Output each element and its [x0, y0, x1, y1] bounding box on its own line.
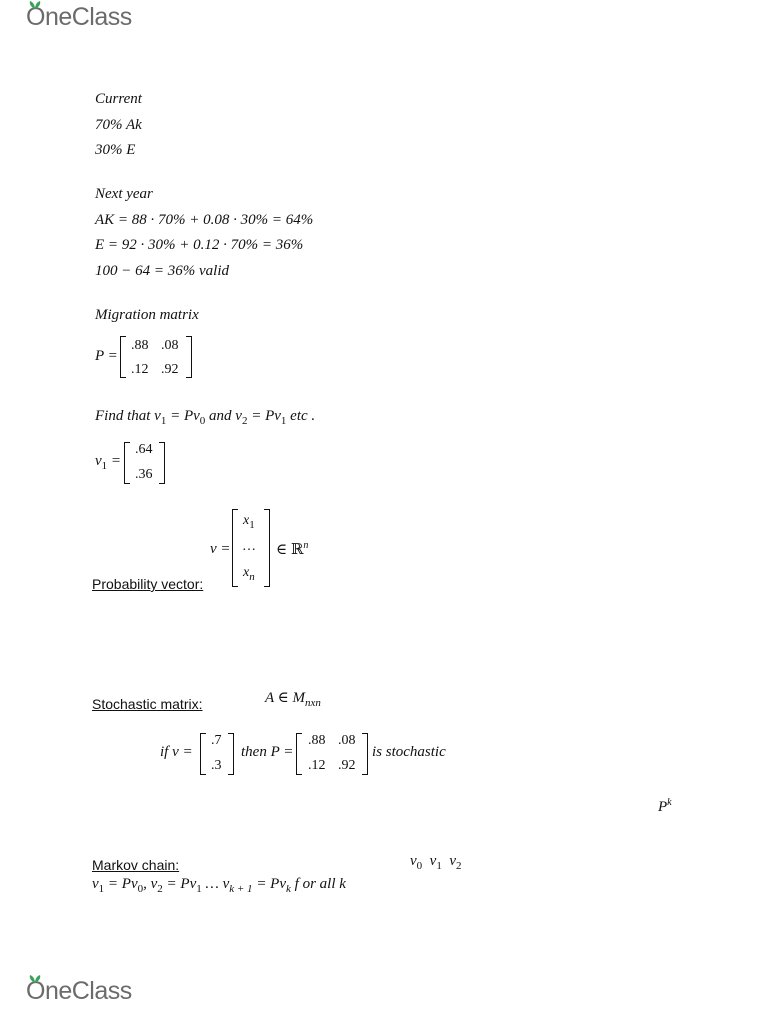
- v1-cell-2: .36: [135, 467, 153, 482]
- stochastic-v-left-bracket: [200, 733, 206, 775]
- migration-cell-21: .12: [131, 362, 149, 377]
- markov-equation: $v_1 = Pv_0$, $v_2 = Pv_1$ … $v_{k + 1} = Pv_k$ f or all k: [92, 876, 346, 895]
- prob-vector-left-bracket: [232, 509, 238, 587]
- logo-text: OneClass: [26, 3, 132, 31]
- prob-vector-right-bracket: [264, 509, 270, 587]
- markov-sequence: $v_0$ $v_1$ $v_2$: [410, 853, 462, 872]
- matrix-right-bracket: [186, 336, 192, 378]
- prob-vector-xn: $x_n$: [243, 565, 255, 583]
- next-year-e-equation: E = 92 · 30% + 0.12 · 70% = 36%: [95, 237, 304, 253]
- matrix-left-bracket: [120, 336, 126, 378]
- oneclass-logo-top: [26, 3, 132, 32]
- next-year-check: 100 − 64 = 36% valid: [95, 263, 229, 279]
- stochastic-p-cell-11: .88: [308, 733, 326, 748]
- current-heading: Current: [95, 91, 142, 107]
- prob-vector-dots: …: [242, 539, 256, 554]
- current-line-e: 30% E: [95, 142, 136, 158]
- stochastic-if-v: if v =: [160, 744, 193, 760]
- stochastic-p-cell-22: .92: [338, 758, 356, 773]
- stochastic-p-left-bracket: [296, 733, 302, 775]
- current-line-ak: 70% Ak: [95, 117, 142, 133]
- leaf-icon: [28, 0, 42, 10]
- p-power-k: $P^k$: [658, 797, 672, 815]
- migration-cell-12: .08: [161, 338, 179, 353]
- v1-cell-1: .64: [135, 442, 153, 457]
- prob-vector-in-rn: ∈ ℝ$^n$: [276, 540, 309, 558]
- stochastic-v-right-bracket: [228, 733, 234, 775]
- next-year-ak-equation: AK = 88 · 70% + 0.08 · 30% = 64%: [95, 212, 314, 228]
- logo-text: OneClass: [26, 977, 132, 1005]
- stochastic-p-cell-12: .08: [338, 733, 356, 748]
- stochastic-is-text: is stochastic: [372, 744, 446, 760]
- migration-label: P =: [95, 348, 118, 364]
- leaf-icon: [28, 974, 42, 984]
- stochastic-then-p: then P =: [241, 744, 294, 760]
- v1-left-bracket: [124, 442, 130, 484]
- stochastic-v-cell-2: .3: [211, 758, 222, 773]
- migration-heading: Migration matrix: [95, 307, 199, 323]
- v1-label: $v_1$ =: [95, 453, 122, 472]
- stochastic-p-right-bracket: [362, 733, 368, 775]
- v1-right-bracket: [159, 442, 165, 484]
- stochastic-p-cell-21: .12: [308, 758, 326, 773]
- prob-vector-x1: $x_1$: [243, 513, 255, 531]
- next-year-heading: Next year: [95, 186, 153, 202]
- markov-chain-title: Markov chain:: [92, 857, 180, 873]
- stochastic-matrix-title: Stochastic matrix:: [92, 696, 203, 712]
- migration-cell-11: .88: [131, 338, 149, 353]
- stochastic-a-in-m: A ∈ $M_{nxn}$: [265, 690, 321, 709]
- migration-cell-22: .92: [161, 362, 179, 377]
- prob-vector-lhs: v =: [210, 541, 231, 557]
- find-statement: Find that $v_1 = Pv_0$ and $v_2 = Pv_1$ etc .: [95, 408, 316, 427]
- stochastic-v-cell-1: .7: [211, 733, 222, 748]
- oneclass-logo-bottom: [26, 977, 132, 1006]
- probability-vector-title: Probability vector:: [92, 576, 204, 592]
